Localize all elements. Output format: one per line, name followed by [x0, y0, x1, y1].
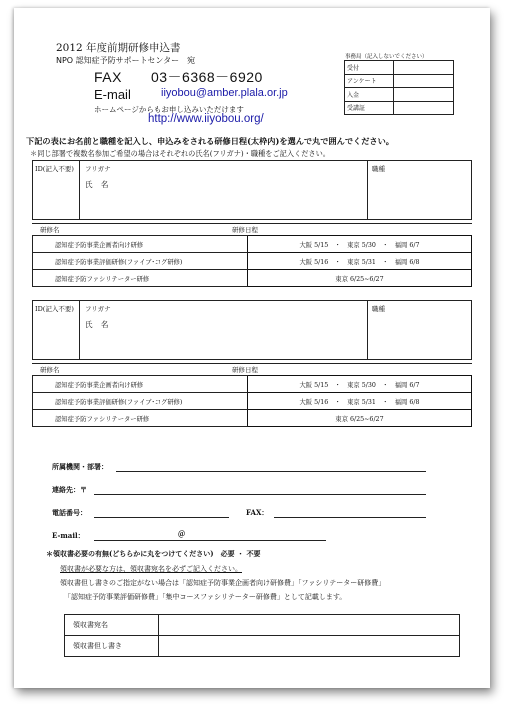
course-name: 認知症予防事業企画者向け研修	[33, 236, 248, 253]
at-sign: ＠	[178, 529, 185, 538]
table-row	[33, 270, 472, 287]
email-line[interactable]	[94, 540, 326, 541]
phone-label: 電話番号：	[52, 508, 87, 517]
office-row-label: 受講証	[345, 101, 394, 115]
receipt-proviso-field[interactable]	[159, 636, 460, 657]
instructions-main: 下記の表にお名前と職種を記入し、申込みをされる研修日程(太枠内)を選んで丸で囲んでください。	[26, 136, 394, 146]
schedule-header: 研修日程	[232, 366, 258, 374]
applicant-block-1	[32, 160, 472, 287]
course-schedule[interactable]: 東京 6/25~6/27	[248, 410, 472, 427]
id-label: ID(記入不要)	[35, 305, 74, 313]
job-cell	[367, 301, 473, 359]
office-row-value	[394, 88, 454, 102]
affiliation-label: 所属機関・部署：	[52, 462, 108, 471]
course-header: 研修名	[40, 226, 60, 234]
course-table	[32, 235, 472, 287]
affiliation-line[interactable]	[116, 471, 426, 472]
table-row	[33, 236, 472, 253]
receipt-addressee-label: 領収書宛名	[65, 615, 159, 636]
schedule-header: 研修日程	[232, 226, 258, 234]
course-header: 研修名	[40, 366, 60, 374]
applicant-info-box	[32, 160, 472, 220]
instructions-sub: ＊同じ部署で複数名参加ご希望の場合はそれぞれの氏名(フリガナ)・職種をご記入ください。	[30, 149, 330, 158]
receipt-proviso-label: 領収書但し書き	[65, 636, 159, 657]
table-row	[33, 376, 472, 393]
applicant-block-2	[32, 300, 472, 427]
name-label: 氏 名	[85, 180, 112, 189]
fax-label: FAX：	[246, 508, 269, 517]
course-table	[32, 375, 472, 427]
course-name: 認知症予防ファシリテーター研修	[33, 410, 248, 427]
office-row-value	[394, 101, 454, 115]
course-name: 認知症予防事業評価研修(ファイブ･コグ研修)	[33, 393, 248, 410]
office-use-table	[344, 60, 454, 115]
office-row-label: アンケート	[345, 74, 394, 88]
course-name: 認知症予防ファシリテーター研修	[33, 270, 248, 287]
office-row-value	[394, 61, 454, 75]
address-line[interactable]	[94, 494, 426, 495]
id-cell	[33, 161, 80, 219]
recipient-org: NPO 認知症予防サポートセンター 宛	[56, 56, 196, 65]
course-schedule[interactable]: 大阪 5/15 ・ 東京 5/30 ・ 福岡 6/7	[248, 236, 472, 253]
phone-line[interactable]	[94, 517, 229, 518]
receipt-note-1: 領収書が必要な方は、領収書宛名を必ずご記入ください。	[60, 565, 242, 573]
address-label: 連絡先：〒	[52, 485, 87, 494]
table-row	[65, 615, 460, 636]
job-label: 職種	[372, 305, 385, 313]
course-schedule[interactable]: 大阪 5/16 ・ 東京 5/31 ・ 福岡 6/8	[248, 393, 472, 410]
table-row	[33, 253, 472, 270]
furigana-label: フリガナ	[85, 305, 111, 313]
receipt-addressee-field[interactable]	[159, 615, 460, 636]
course-header-row	[32, 363, 472, 375]
course-name: 認知症予防事業企画者向け研修	[33, 376, 248, 393]
form-title: 2012 年度前期研修申込書	[56, 42, 181, 54]
email-field-label: E-mail：	[52, 531, 85, 540]
name-label: 氏 名	[85, 320, 112, 329]
application-form-sheet	[14, 8, 490, 688]
office-row-value	[394, 74, 454, 88]
receipt-table	[64, 614, 460, 657]
email-address[interactable]: iiyobou@amber.plala.or.jp	[161, 87, 288, 99]
job-label: 職種	[372, 165, 385, 173]
id-label: ID(記入不要)	[35, 165, 74, 173]
table-row	[33, 410, 472, 427]
course-header-row	[32, 223, 472, 235]
id-cell	[33, 301, 80, 359]
office-use-note: 事務局（記入しないでください）	[345, 54, 428, 60]
email-label: E-mail	[94, 87, 131, 102]
furigana-label: フリガナ	[85, 165, 111, 173]
receipt-note-2: 領収書但し書きのご指定がない場合は「認知症予防事業企画者向け研修費」「ファシリテーター研修費」	[60, 579, 386, 587]
fax-number: FAX 03－6368－6920	[94, 69, 263, 85]
receipt-question: ＊領収書必要の有無(どちらかに丸をつけてください) 必要 ・ 不要	[46, 549, 261, 558]
course-schedule[interactable]: 大阪 5/16 ・ 東京 5/31 ・ 福岡 6/8	[248, 253, 472, 270]
homepage-url[interactable]: http://www.iiyobou.org/	[148, 113, 264, 125]
course-name: 認知症予防事業評価研修(ファイブ･コグ研修)	[33, 253, 248, 270]
table-row	[33, 393, 472, 410]
applicant-info-box	[32, 300, 472, 360]
course-schedule[interactable]: 大阪 5/15 ・ 東京 5/30 ・ 福岡 6/7	[248, 376, 472, 393]
office-row-label: 受付	[345, 61, 394, 75]
homepage-note: ホームページからもお申し込みいただけます	[94, 105, 244, 114]
fax-line[interactable]	[274, 517, 426, 518]
table-row	[65, 636, 460, 657]
job-cell	[367, 161, 473, 219]
course-schedule[interactable]: 東京 6/25~6/27	[248, 270, 472, 287]
receipt-note-3: 「認知症予防事業評価研修費」「集中コースファシリテーター研修費」として記載します。	[64, 593, 347, 601]
office-row-label: 入金	[345, 88, 394, 102]
